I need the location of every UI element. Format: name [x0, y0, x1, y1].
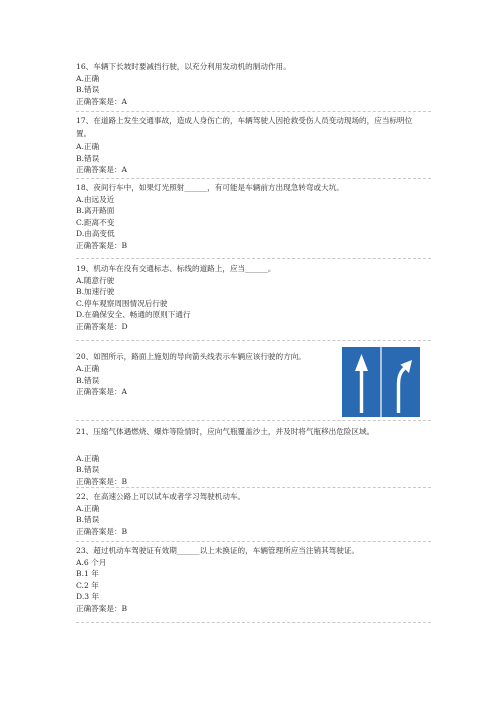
option-b: B.离开路面: [76, 206, 115, 216]
answer-line: 正确答案是：B: [76, 526, 128, 536]
option-b: B.错误: [76, 85, 100, 95]
option-b: B.错误: [76, 515, 100, 525]
divider: [76, 111, 431, 112]
option-b: B.加速行驶: [76, 287, 115, 297]
option-a: A.6 个月: [76, 557, 107, 567]
divider: [76, 420, 431, 421]
question-text: 18、夜间行车中，如果灯光照射______，有可能是车辆前方出现急转弯或大坑。: [76, 183, 344, 192]
question-text: 23、超过机动车驾驶证有效期______以上未换证的，车辆管理所应当注销其驾驶证。: [76, 546, 360, 555]
question-19: [76, 263, 428, 333]
question-20: [76, 351, 338, 398]
answer-line: 正确答案是：B: [76, 476, 128, 486]
option-a: A.正确: [76, 503, 100, 513]
question-text: 16、车辆下长坡时要减挡行驶，以充分利用发动机的制动作用。: [76, 62, 291, 71]
option-d: D.在确保安全、畅通的原则下通行: [76, 310, 191, 320]
divider: [76, 541, 431, 542]
option-a: A.由远及近: [76, 194, 115, 204]
question-text: 19、机动车在没有交通标志、标线的道路上，应当______。: [76, 264, 276, 273]
option-b: B.错误: [76, 465, 100, 475]
option-b: B.错误: [76, 153, 100, 163]
question-21: [76, 426, 436, 487]
option-a: A.正确: [76, 453, 100, 463]
answer-line: 正确答案是：A: [76, 165, 128, 175]
option-c: C.距离不变: [76, 217, 115, 227]
divider: [76, 622, 431, 623]
answer-line: 正确答案是：D: [76, 321, 128, 331]
option-a: A.正确: [76, 142, 100, 151]
question-text: 21、压缩气体遇燃烧、爆炸等险情时，应向气瓶覆盖沙土，并及时将气瓶移出危险区域。: [76, 427, 375, 436]
option-a: A.正确: [76, 364, 100, 373]
question-22: [76, 491, 428, 537]
answer-line: 正确答案是：A: [76, 96, 128, 106]
option-d: D.3 年: [76, 592, 100, 602]
option-c: C.2 年: [76, 580, 99, 590]
answer-line: 正确答案是：B: [76, 240, 128, 250]
option-b: B.错误: [76, 375, 100, 385]
answer-line: 正确答案是：A: [76, 387, 128, 397]
divider: [76, 178, 431, 179]
divider: [76, 487, 431, 488]
answer-line: 正确答案是：B: [76, 603, 128, 613]
option-c: C.停车观察周围情况后行驶: [76, 298, 168, 308]
question-16: [76, 61, 428, 107]
question-23: [76, 545, 428, 615]
divider: [76, 340, 431, 341]
option-b: B.1 年: [76, 569, 99, 579]
question-17: [76, 115, 422, 176]
lane-direction-arrows-icon: [342, 347, 420, 417]
option-a: A.正确: [76, 73, 100, 83]
option-d: D.由高变低: [76, 229, 115, 239]
divider: [76, 258, 431, 259]
question-text: 17、在道路上发生交通事故，造成人身伤亡的，车辆驾驶人因抢救受伤人员变动现场的，应当标明位置。: [76, 116, 413, 138]
question-18: [76, 182, 428, 252]
option-a: A.随意行驶: [76, 275, 115, 285]
question-text: 22、在高速公路上可以试车或者学习驾驶机动车。: [76, 492, 246, 501]
question-text: 20、如图所示，路面上施划的导向箭头线表示车辆应该行驶的方向。: [76, 352, 306, 361]
